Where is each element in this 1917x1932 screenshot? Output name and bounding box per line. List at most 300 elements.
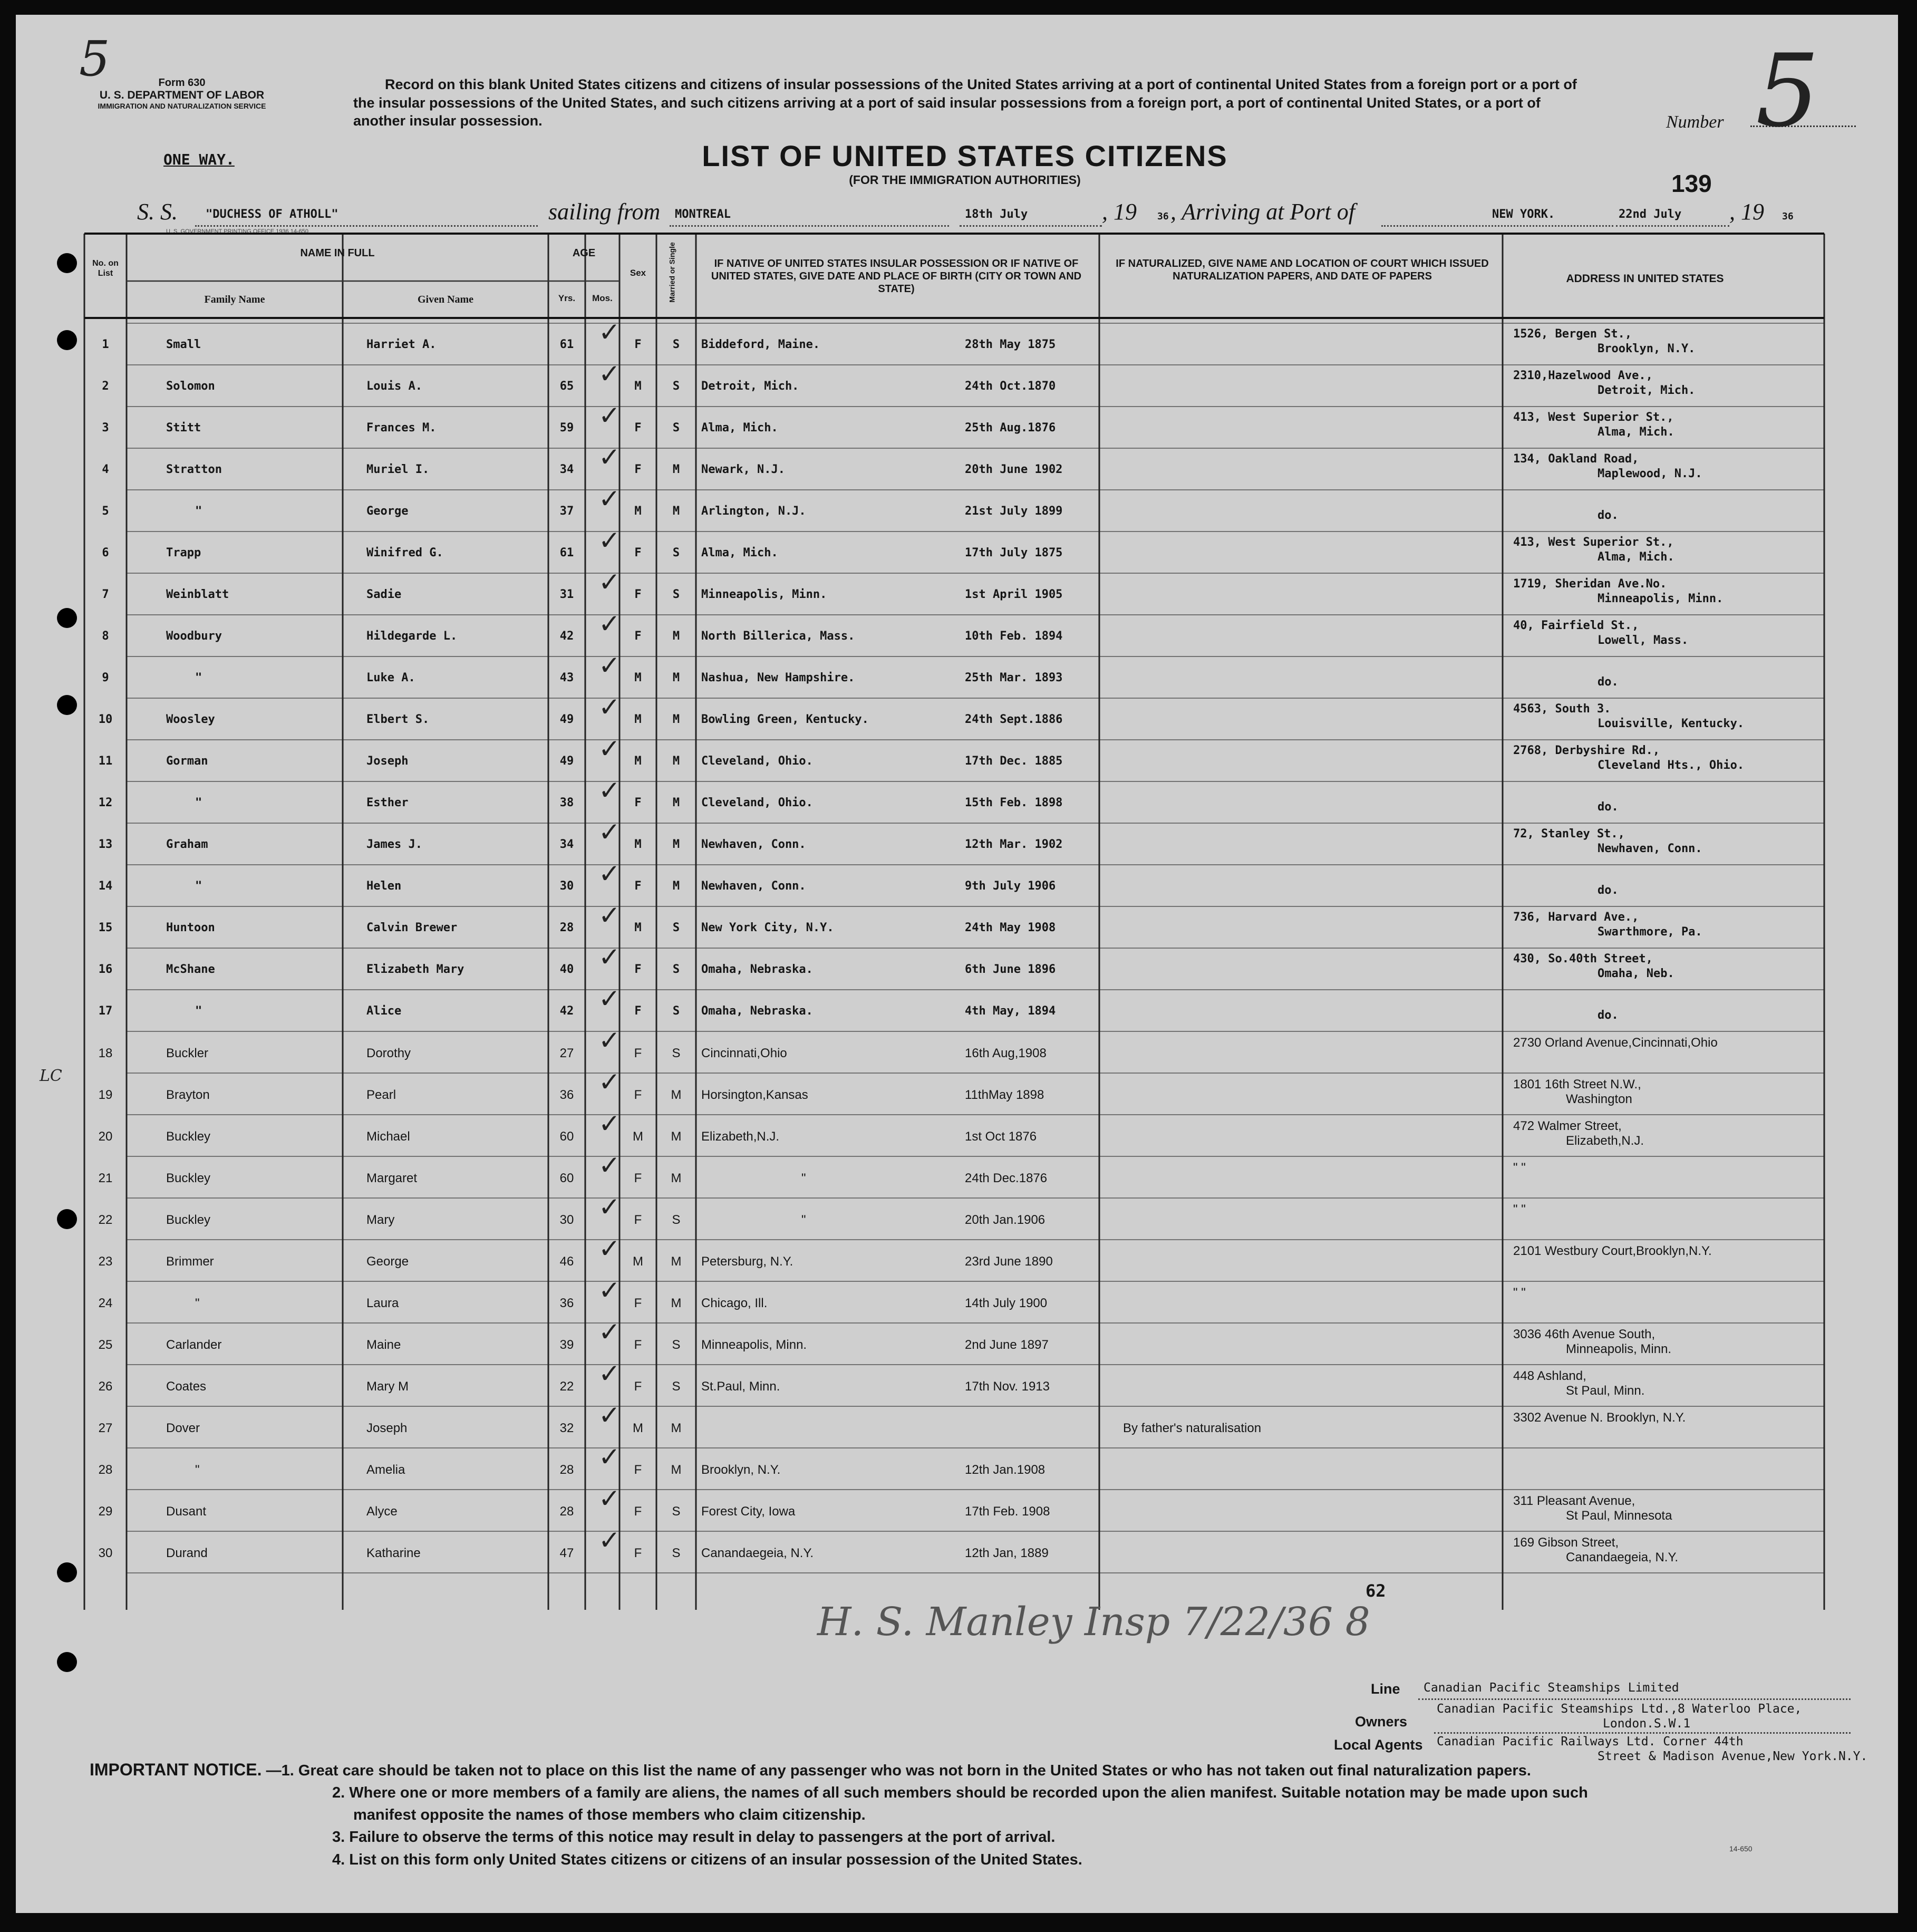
cell-addr1: 472 Walmer Street, xyxy=(1513,1119,1622,1133)
cell-sex: M xyxy=(634,380,642,393)
cell-ms: S xyxy=(672,1546,681,1560)
cell-date: 17th Dec. 1885 xyxy=(965,755,1063,768)
tally-check-icon: ✓ xyxy=(598,484,621,514)
cell-given: Harriet A. xyxy=(366,338,437,351)
cell-no: 23 xyxy=(98,1254,113,1269)
tally-check-icon: ✓ xyxy=(598,942,621,972)
cell-family: " xyxy=(195,671,202,684)
cell-ms: S xyxy=(672,546,680,559)
cell-addr2: Minneapolis, Minn. xyxy=(1598,592,1724,605)
cell-sex: F xyxy=(634,463,642,476)
binder-hole xyxy=(57,253,77,273)
header-family-name: Family Name xyxy=(204,294,265,305)
tally-check-icon: ✓ xyxy=(598,1192,621,1222)
cell-sex: F xyxy=(634,1379,642,1394)
tally-check-icon: ✓ xyxy=(598,1067,621,1097)
cell-given: Pearl xyxy=(366,1088,396,1102)
cell-no: 7 xyxy=(102,588,109,601)
cell-date: 20th June 1902 xyxy=(965,463,1063,476)
cell-yrs: 36 xyxy=(559,1088,574,1102)
cell-no: 30 xyxy=(98,1546,113,1560)
cell-addr2: St Paul, Minnesota xyxy=(1566,1509,1672,1523)
header-birth: IF NATIVE OF UNITED STATES INSULAR POSSESSION OR IF NATIVE OF UNITED STATES, GIVE DATE AND PLACE OF BIRTH (CITY OR TOWN AND STATE) xyxy=(711,258,1082,295)
inspector-signature: H. S. Manley Insp 7/22/36 8 xyxy=(817,1599,1370,1645)
cell-yrs: 28 xyxy=(559,921,574,934)
cell-family: Carlander xyxy=(166,1338,222,1352)
binder-hole xyxy=(57,1209,77,1229)
tally-check-icon: ✓ xyxy=(598,525,621,556)
cell-addr1: 1801 16th Street N.W., xyxy=(1513,1077,1641,1091)
cell-yrs: 61 xyxy=(559,546,574,559)
cell-given: Calvin Brewer xyxy=(366,921,458,934)
departure-date: 18th July xyxy=(965,208,1028,221)
cell-date: 17th Feb. 1908 xyxy=(965,1504,1050,1519)
cell-addr2: do. xyxy=(1598,675,1619,689)
cell-sex: F xyxy=(634,338,642,351)
cell-date: 25th Aug.1876 xyxy=(965,421,1056,434)
important-notice xyxy=(90,1757,1829,1871)
cell-addr1: 736, Harvard Ave., xyxy=(1513,911,1639,924)
cell-given: Sadie xyxy=(366,588,402,601)
tally-check-icon: ✓ xyxy=(598,650,621,681)
cell-place: Petersburg, N.Y. xyxy=(701,1254,793,1269)
cell-place: " xyxy=(801,1213,806,1227)
cell-addr1: 169 Gibson Street, xyxy=(1513,1535,1619,1550)
cell-sex: F xyxy=(634,1046,642,1060)
cell-ms: S xyxy=(672,1046,681,1060)
tally-check-icon: ✓ xyxy=(598,983,621,1014)
cell-addr1: 311 Pleasant Avenue, xyxy=(1513,1494,1635,1508)
cell-family: Huntoon xyxy=(166,921,215,934)
cell-place: Newhaven, Conn. xyxy=(701,838,806,851)
cell-ms: M xyxy=(671,1463,682,1477)
cell-family: Small xyxy=(166,338,201,351)
cell-addr2: St Paul, Minn. xyxy=(1566,1384,1645,1398)
cell-sex: F xyxy=(634,1504,642,1519)
line-value: Canadian Pacific Steamships Limited xyxy=(1424,1681,1679,1695)
cell-place: Chicago, Ill. xyxy=(701,1296,768,1310)
cell-family: Weinblatt xyxy=(166,588,229,601)
cell-ms: M xyxy=(672,755,680,768)
cell-family: Trapp xyxy=(166,546,201,559)
cell-no: 25 xyxy=(98,1338,113,1352)
cell-given: Louis A. xyxy=(366,380,422,393)
cell-given: George xyxy=(366,505,409,518)
year-label-1: , 19 xyxy=(1102,199,1137,225)
cell-date: 2nd June 1897 xyxy=(965,1338,1049,1352)
tally-check-icon: ✓ xyxy=(598,775,621,806)
cell-sex: M xyxy=(633,1129,643,1144)
header-sex: Sex xyxy=(630,268,646,278)
cell-place: Brooklyn, N.Y. xyxy=(701,1463,781,1477)
cell-addr2: Canandaegeia, N.Y. xyxy=(1566,1550,1679,1564)
cell-family: Buckley xyxy=(166,1171,211,1185)
cell-no: 10 xyxy=(98,713,113,726)
cell-sex: M xyxy=(634,921,642,934)
cell-given: Michael xyxy=(366,1129,410,1144)
cell-addr2: Minneapolis, Minn. xyxy=(1566,1342,1672,1356)
binder-hole xyxy=(57,1562,77,1582)
cell-given: George xyxy=(366,1254,409,1269)
cell-yrs: 60 xyxy=(559,1171,574,1185)
header-yrs: Yrs. xyxy=(558,293,576,303)
cell-family: Solomon xyxy=(166,380,215,393)
cell-yrs: 49 xyxy=(559,713,574,726)
corner-number: 5 xyxy=(79,31,110,87)
cell-family: Brimmer xyxy=(166,1254,214,1269)
cell-date: 11thMay 1898 xyxy=(965,1088,1044,1102)
tally-check-icon: ✓ xyxy=(598,1150,621,1181)
owners-value-1: Canadian Pacific Steamships Ltd.,8 Waterloo Place, xyxy=(1437,1702,1802,1716)
cell-yrs: 59 xyxy=(559,421,574,434)
tally-check-icon: ✓ xyxy=(598,1525,621,1556)
cell-ms: S xyxy=(672,588,680,601)
cell-given: Katharine xyxy=(366,1546,421,1560)
cell-date: 15th Feb. 1898 xyxy=(965,796,1063,809)
tally-check-icon: ✓ xyxy=(598,400,621,431)
cell-date: 24th May 1908 xyxy=(965,921,1056,934)
cell-yrs: 61 xyxy=(559,338,574,351)
notice-item-2b: manifest opposite the names of those members who claim citizenship. xyxy=(353,1807,866,1824)
cell-yrs: 34 xyxy=(559,838,574,851)
cell-addr1: " " xyxy=(1513,1202,1526,1216)
tally-check-icon: ✓ xyxy=(598,567,621,597)
cell-addr2: Louisville, Kentucky. xyxy=(1598,717,1745,730)
cell-sex: F xyxy=(634,630,642,643)
cell-ms: M xyxy=(672,671,680,684)
cell-family: Stitt xyxy=(166,421,201,434)
cell-addr2: Detroit, Mich. xyxy=(1598,384,1696,397)
cell-date: 12th Jan.1908 xyxy=(965,1463,1045,1477)
cell-place: Forest City, Iowa xyxy=(701,1504,796,1519)
cell-date: 23rd June 1890 xyxy=(965,1254,1053,1269)
number-value: 5 xyxy=(1756,33,1819,149)
cell-yrs: 32 xyxy=(559,1421,574,1435)
cell-given: Mary xyxy=(366,1213,395,1227)
arrival-date: 22nd July xyxy=(1619,208,1682,221)
cell-yrs: 30 xyxy=(559,1213,574,1227)
cell-given: Elizabeth Mary xyxy=(366,963,464,976)
cell-family: Dusant xyxy=(166,1504,207,1519)
tally-check-icon: ✓ xyxy=(598,733,621,764)
cell-family: Buckler xyxy=(166,1046,209,1060)
cell-sex: M xyxy=(634,713,642,726)
cell-sex: M xyxy=(634,838,642,851)
cell-addr2: do. xyxy=(1598,509,1619,522)
cell-addr2: Newhaven, Conn. xyxy=(1598,842,1702,855)
cell-no: 22 xyxy=(98,1213,113,1227)
cell-given: Margaret xyxy=(366,1171,418,1185)
tally-check-icon: ✓ xyxy=(598,1400,621,1431)
cell-family: Graham xyxy=(166,838,208,851)
tally-check-icon: ✓ xyxy=(598,1108,621,1139)
cell-yrs: 28 xyxy=(559,1463,574,1477)
tally-check-icon: ✓ xyxy=(598,1317,621,1347)
cell-yrs: 34 xyxy=(559,463,574,476)
cell-sex: F xyxy=(634,880,642,893)
agents-label: Local Agents xyxy=(1334,1737,1423,1753)
cell-ms: S xyxy=(672,1338,681,1352)
cell-family: McShane xyxy=(166,963,215,976)
cell-date: 6th June 1896 xyxy=(965,963,1056,976)
cell-sex: F xyxy=(634,1213,642,1227)
cell-addr1: 413, West Superior St., xyxy=(1513,536,1674,549)
cell-given: Muriel I. xyxy=(366,463,430,476)
cell-yrs: 36 xyxy=(559,1296,574,1310)
cell-yrs: 30 xyxy=(559,880,574,893)
cell-place: Nashua, New Hampshire. xyxy=(701,671,855,684)
header-name-in-full: NAME IN FULL xyxy=(300,247,375,259)
cell-addr1: 2768, Derbyshire Rd., xyxy=(1513,744,1660,757)
cell-date: 12th Jan, 1889 xyxy=(965,1546,1049,1560)
cell-sex: F xyxy=(634,1088,642,1102)
cell-ms: M xyxy=(671,1088,682,1102)
cell-addr1: " " xyxy=(1513,1161,1526,1175)
cell-yrs: 42 xyxy=(559,1004,574,1018)
arrival-port: NEW YORK. xyxy=(1492,208,1555,221)
cell-no: 1 xyxy=(102,338,109,351)
cell-date: 21st July 1899 xyxy=(965,505,1063,518)
header-married-single: Married or Single xyxy=(667,242,676,303)
cell-given: Alyce xyxy=(366,1504,398,1519)
year-value-1: 36 xyxy=(1157,211,1169,222)
ship-name: "DUCHESS OF ATHOLL" xyxy=(206,208,338,221)
cell-place: Minneapolis, Minn. xyxy=(701,1338,807,1352)
cell-yrs: 42 xyxy=(559,630,574,643)
cell-place: Elizabeth,N.J. xyxy=(701,1129,780,1144)
cell-date: 1st Oct 1876 xyxy=(965,1129,1037,1144)
cell-place: Cleveland, Ohio. xyxy=(701,755,813,768)
cell-place: " xyxy=(801,1171,806,1185)
cell-sex: F xyxy=(634,1546,642,1560)
binder-hole xyxy=(57,330,77,350)
cell-addr2: do. xyxy=(1598,1009,1619,1022)
cell-date: 1st April 1905 xyxy=(965,588,1063,601)
cell-sex: F xyxy=(634,421,642,434)
cell-yrs: 65 xyxy=(559,380,574,393)
cell-no: 21 xyxy=(98,1171,113,1185)
cell-family: " xyxy=(195,880,202,893)
cell-date: 25th Mar. 1893 xyxy=(965,671,1063,684)
cell-family: " xyxy=(195,1004,202,1018)
cell-place: New York City, N.Y. xyxy=(701,921,834,934)
header-given-name: Given Name xyxy=(417,294,474,305)
cell-addr2: Alma, Mich. xyxy=(1598,550,1674,564)
cell-place: St.Paul, Minn. xyxy=(701,1379,780,1394)
agents-value-1: Canadian Pacific Railways Ltd. Corner 44th xyxy=(1437,1735,1744,1749)
sailing-label: sailing from xyxy=(548,199,661,225)
tally-check-icon: ✓ xyxy=(598,608,621,639)
cell-no: 14 xyxy=(98,880,113,893)
binder-hole xyxy=(57,608,77,628)
notice-heading: IMPORTANT NOTICE. xyxy=(90,1760,262,1779)
cell-no: 29 xyxy=(98,1504,113,1519)
tally-check-icon: ✓ xyxy=(598,442,621,472)
notice-item-2a: 2. Where one or more members of a family are aliens, the names of all such members should be recorded upon the alien manifest. Suitable notation may be made upon such xyxy=(332,1784,1588,1802)
cell-ms: M xyxy=(672,463,680,476)
cell-sex: F xyxy=(634,1171,642,1185)
cell-addr1: 2310,Hazelwood Ave., xyxy=(1513,369,1653,382)
cell-place: Newhaven, Conn. xyxy=(701,880,806,893)
cell-place: Minneapolis, Minn. xyxy=(701,588,827,601)
tally-check-icon: ✓ xyxy=(598,1025,621,1056)
cell-no: 6 xyxy=(102,546,109,559)
cell-yrs: 49 xyxy=(559,755,574,768)
cell-sex: M xyxy=(633,1254,643,1269)
cell-place: Biddeford, Maine. xyxy=(701,338,820,351)
cell-given: Esther xyxy=(366,796,409,809)
cell-addr1: " " xyxy=(1513,1286,1526,1300)
bottom-form-code: 14-650 xyxy=(1729,1844,1753,1853)
cell-ms: S xyxy=(672,1379,681,1394)
cell-sex: F xyxy=(634,1296,642,1310)
cell-place: Horsington,Kansas xyxy=(701,1088,808,1102)
cell-yrs: 47 xyxy=(559,1546,574,1560)
cell-ms: S xyxy=(672,921,680,934)
tally-check-icon: ✓ xyxy=(598,1358,621,1389)
cell-no: 5 xyxy=(102,505,109,518)
cell-sex: M xyxy=(634,505,642,518)
cell-date: 9th July 1906 xyxy=(965,880,1056,893)
cell-no: 8 xyxy=(102,630,109,643)
cell-yrs: 22 xyxy=(559,1379,574,1394)
cell-date: 28th May 1875 xyxy=(965,338,1056,351)
cell-addr1: 413, West Superior St., xyxy=(1513,411,1674,424)
form-number: Form 630 xyxy=(158,77,206,89)
owners-label: Owners xyxy=(1355,1714,1408,1730)
count-note: 62 xyxy=(1366,1581,1386,1601)
margin-note: LC xyxy=(40,1067,62,1085)
tally-check-icon: ✓ xyxy=(598,858,621,889)
cell-no: 11 xyxy=(98,755,113,768)
cell-given: Dorothy xyxy=(366,1046,411,1060)
cell-given: Amelia xyxy=(366,1463,405,1477)
cell-sex: F xyxy=(634,1004,642,1018)
cell-ms: M xyxy=(672,838,680,851)
cell-addr1: 4563, South 3. xyxy=(1513,702,1611,716)
cell-place: Omaha, Nebraska. xyxy=(701,963,813,976)
cell-ms: M xyxy=(671,1296,682,1310)
cell-family: Gorman xyxy=(166,755,208,768)
cell-no: 26 xyxy=(98,1379,113,1394)
cell-no: 24 xyxy=(98,1296,113,1310)
cell-given: Joseph xyxy=(366,1421,408,1435)
cell-date: 12th Mar. 1902 xyxy=(965,838,1063,851)
header-age: AGE xyxy=(572,247,596,259)
cell-no: 3 xyxy=(102,421,109,434)
cell-sex: M xyxy=(634,671,642,684)
cell-sex: F xyxy=(634,963,642,976)
cell-no: 15 xyxy=(98,921,113,934)
cell-no: 20 xyxy=(98,1129,113,1144)
cell-yrs: 37 xyxy=(559,505,574,518)
cell-family: Coates xyxy=(166,1379,207,1394)
cell-no: 27 xyxy=(98,1421,113,1435)
cell-date: 24th Oct.1870 xyxy=(965,380,1056,393)
cell-place: North Billerica, Mass. xyxy=(701,630,855,643)
cell-date: 14th July 1900 xyxy=(965,1296,1048,1310)
cell-place: Omaha, Nebraska. xyxy=(701,1004,813,1018)
tally-check-icon: ✓ xyxy=(598,1275,621,1306)
cell-place: Cincinnati,Ohio xyxy=(701,1046,787,1060)
notice-item-4: 4. List on this form only United States citizens or citizens of an insular possession of the United States. xyxy=(332,1851,1082,1868)
cell-given: Laura xyxy=(366,1296,399,1310)
cell-no: 12 xyxy=(98,796,113,809)
owners-value-2: London.S.W.1 xyxy=(1603,1717,1691,1731)
ss-label: S. S. xyxy=(137,199,178,225)
notice-item-1: —1. Great care should be taken not to place on this list the name of any passenger who was not born in the United States or who has not taken out final naturalization papers. xyxy=(266,1762,1531,1779)
cell-given: James J. xyxy=(366,838,422,851)
notice-item-3: 3. Failure to observe the terms of this notice may result in delay to passengers at the port of arrival. xyxy=(332,1829,1056,1846)
departure-port: MONTREAL xyxy=(675,208,731,221)
header-mos: Mos. xyxy=(592,293,613,303)
cell-addr2: Cleveland Hts., Ohio. xyxy=(1598,759,1745,772)
cell-yrs: 46 xyxy=(559,1254,574,1269)
header-address: ADDRESS IN UNITED STATES xyxy=(1566,273,1724,285)
cell-ms: M xyxy=(672,713,680,726)
cell-family: Durand xyxy=(166,1546,208,1560)
cell-addr1: 72, Stanley St., xyxy=(1513,827,1625,841)
cell-addr1: 134, Oakland Road, xyxy=(1513,452,1639,466)
department-name: U. S. DEPARTMENT OF LABOR xyxy=(99,89,265,101)
cell-date: 10th Feb. 1894 xyxy=(965,630,1063,643)
cell-date: 17th Nov. 1913 xyxy=(965,1379,1050,1394)
cell-place: Bowling Green, Kentucky. xyxy=(701,713,869,726)
arriving-label: , Arriving at Port of xyxy=(1170,199,1355,225)
cell-family: Brayton xyxy=(166,1088,210,1102)
number-label: Number xyxy=(1666,112,1724,132)
cell-addr2: Elizabeth,N.J. xyxy=(1566,1134,1644,1148)
year-value-2: 36 xyxy=(1782,211,1794,222)
form-instructions: Record on this blank United States citizens and citizens of insular possessions of the United States arriving at a port of continental United States from a foreign port or a port of the insular possessions of the United States, and such citizens arriving at a port of said insular possessions from a foreign port, a port of continental United States, or a port of another insular possession. xyxy=(353,76,1577,129)
cell-addr1: 2101 Westbury Court,Brooklyn,N.Y. xyxy=(1513,1244,1712,1258)
cell-ms: M xyxy=(672,880,680,893)
cell-family: Buckley xyxy=(166,1213,211,1227)
page-subtitle: (FOR THE IMMIGRATION AUTHORITIES) xyxy=(849,173,1081,187)
cell-addr1: 3302 Avenue N. Brooklyn, N.Y. xyxy=(1513,1411,1686,1425)
cell-yrs: 31 xyxy=(559,588,574,601)
cell-ms: M xyxy=(672,796,680,809)
cell-given: Alice xyxy=(366,1004,402,1018)
owners-underline xyxy=(1434,1732,1851,1734)
cell-addr1: 3036 46th Avenue South, xyxy=(1513,1327,1655,1341)
one-way-stamp: ONE WAY. xyxy=(163,151,235,168)
line-label: Line xyxy=(1371,1681,1400,1697)
cell-family: Woodbury xyxy=(166,630,222,643)
manifest-page xyxy=(16,15,1898,1913)
cell-ms: M xyxy=(671,1171,682,1185)
cell-no: 4 xyxy=(102,463,109,476)
cell-no: 9 xyxy=(102,671,109,684)
cell-ms: M xyxy=(672,505,680,518)
cell-place: Arlington, N.J. xyxy=(701,505,806,518)
cell-date: 4th May, 1894 xyxy=(965,1004,1056,1018)
cell-addr2: do. xyxy=(1598,800,1619,814)
cell-sex: F xyxy=(634,796,642,809)
cell-given: Elbert S. xyxy=(366,713,430,726)
cell-yrs: 60 xyxy=(559,1129,574,1144)
cell-family: " xyxy=(195,1463,200,1477)
tally-check-icon: ✓ xyxy=(598,900,621,931)
cell-ms: S xyxy=(672,421,680,434)
cell-addr2: Lowell, Mass. xyxy=(1598,634,1689,647)
year-label-2: , 19 xyxy=(1729,199,1764,225)
cell-given: Winifred G. xyxy=(366,546,443,559)
cell-date: 17th July 1875 xyxy=(965,546,1063,559)
cell-place: Newark, N.J. xyxy=(701,463,785,476)
tally-check-icon: ✓ xyxy=(598,1233,621,1264)
cell-given: Helen xyxy=(366,880,402,893)
